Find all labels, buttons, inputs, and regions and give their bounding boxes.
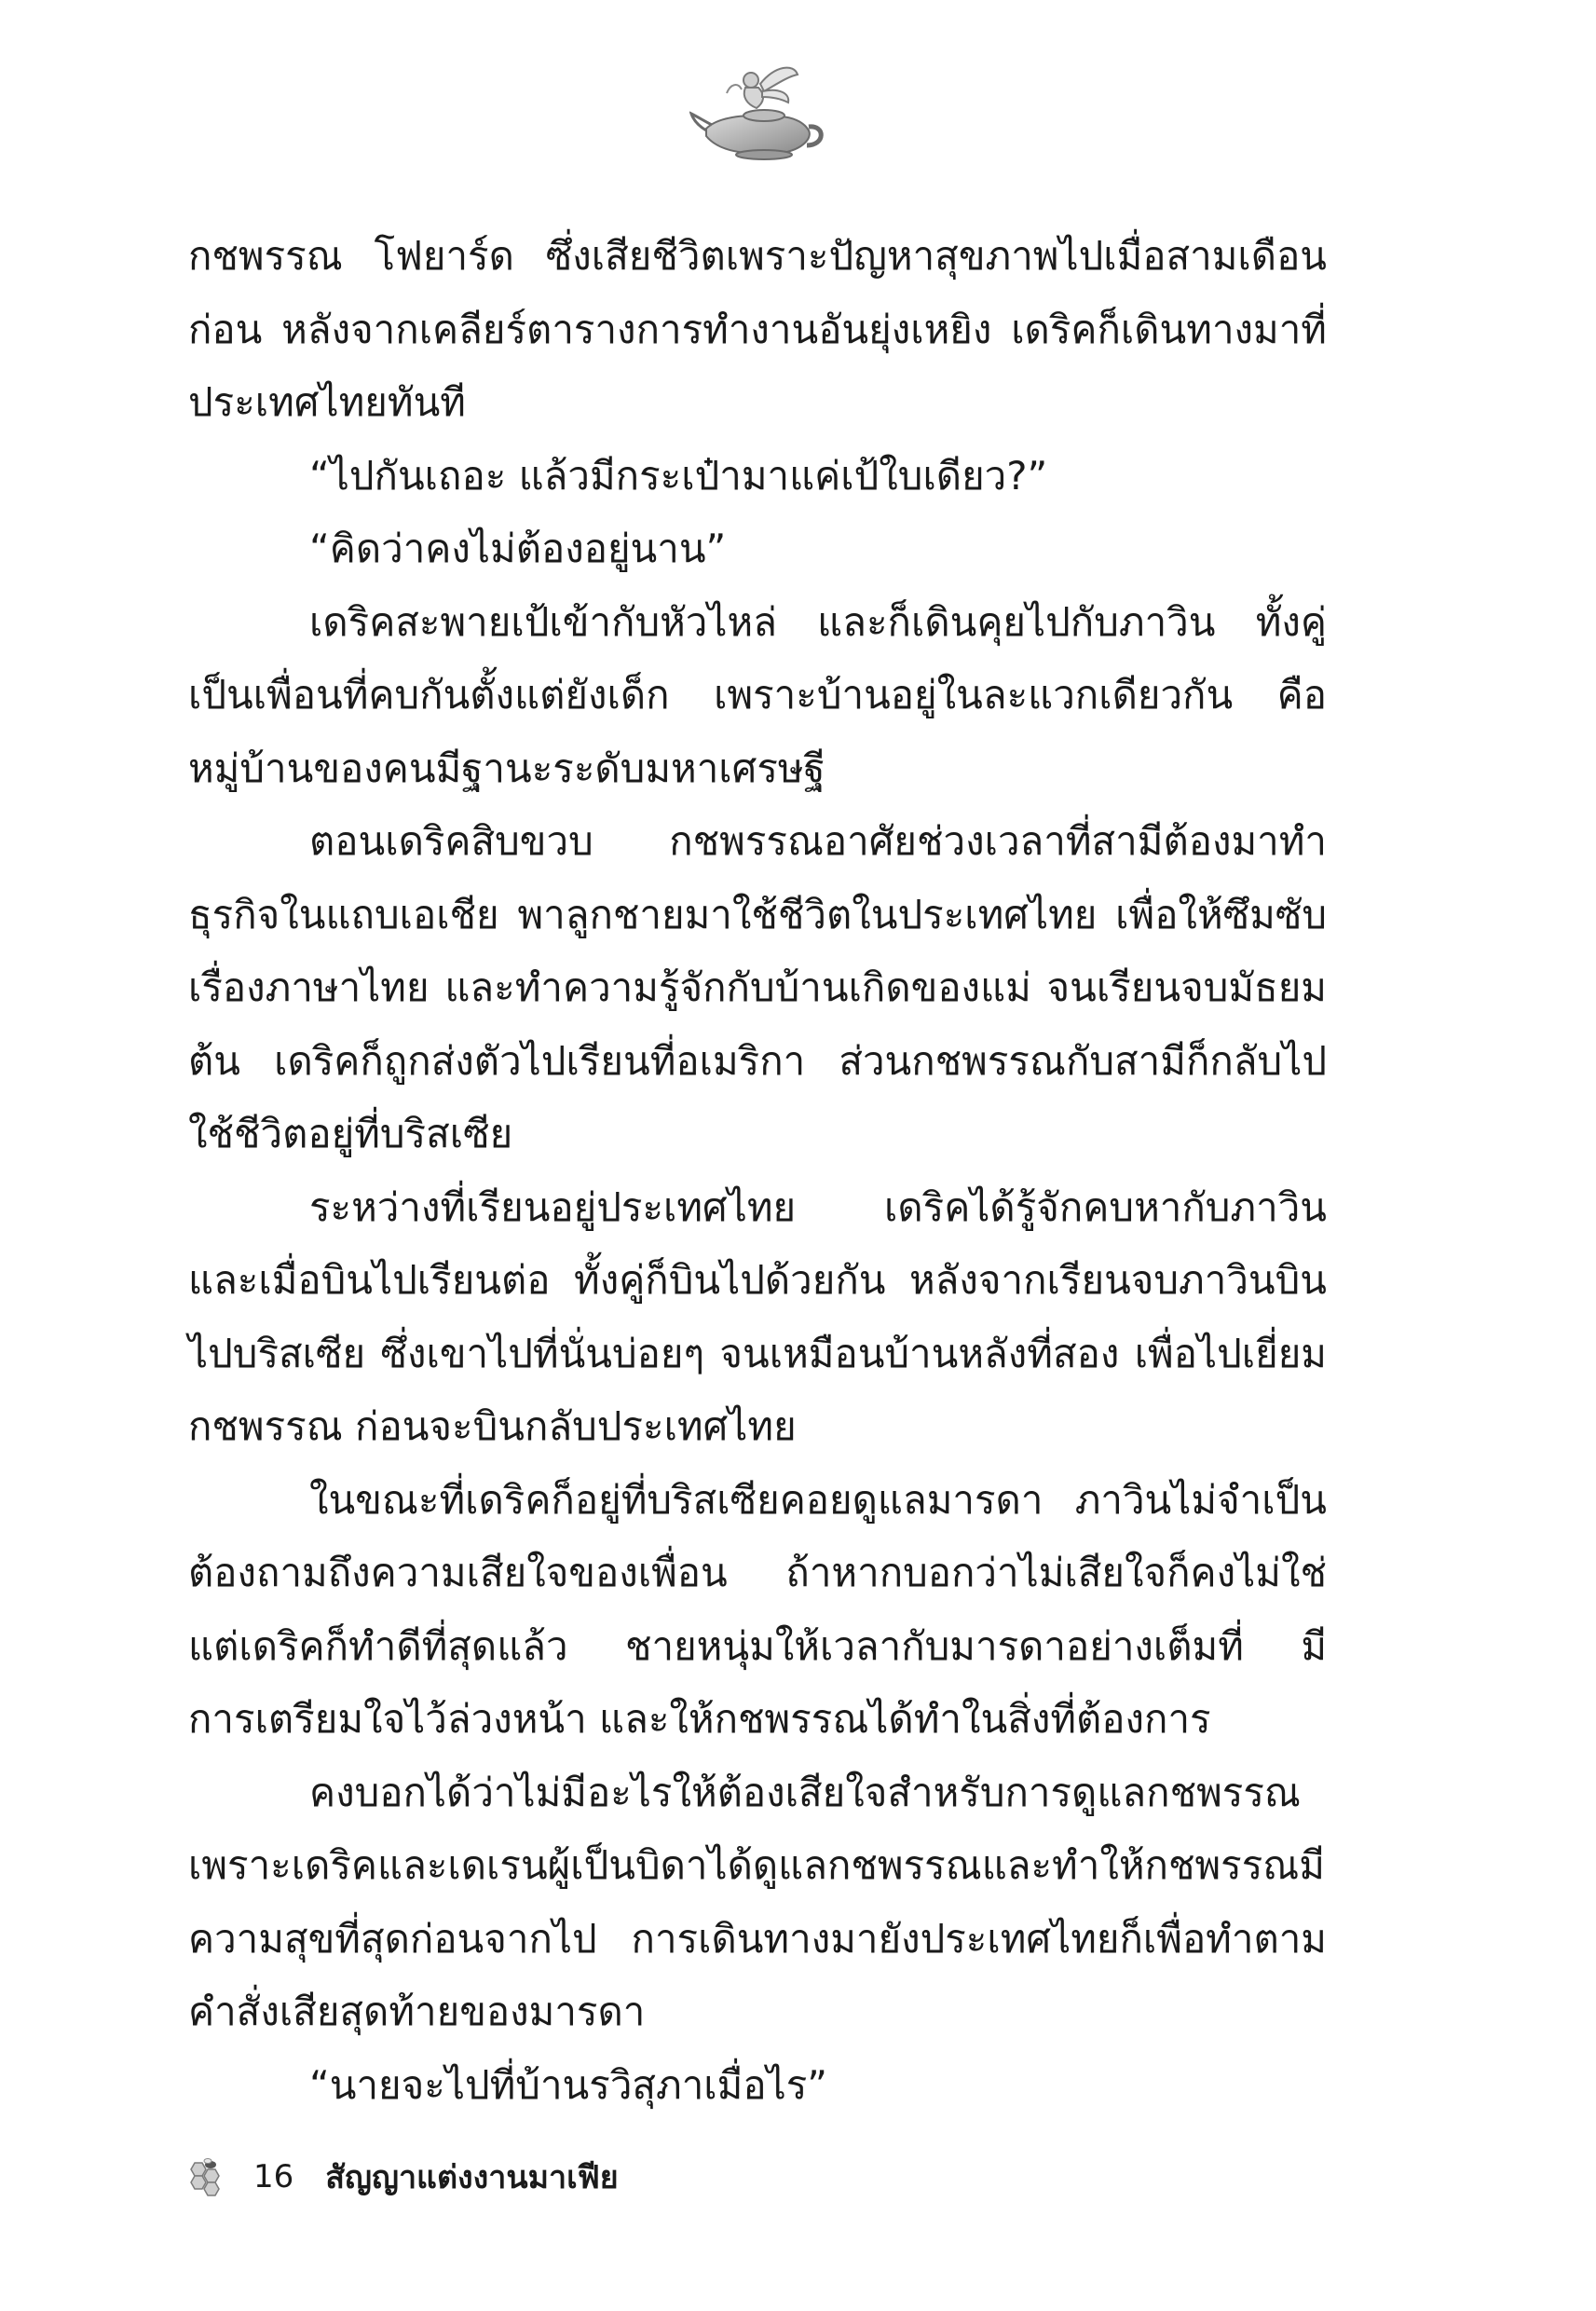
paragraph: ในขณะที่เดริคก็อยู่ที่บริสเซียคอยดูแลมารดา ภาวินไม่จำเป็นต้องถามถึงความเสียใจของเพื่อน ถ้าหากบอกว่าไม่เสียใจก็คงไม่ใช่ แต่เดริคก็ทำดีที่สุดแล้ว ชายหนุ่มให้เวลากับมารดาอย่างเต็มที่ มีการเตรียมใจไว้ล่วงหน้า และให้กชพรรณได้ทำในสิ่งที่ต้องการ: [188, 1476, 1327, 1742]
paragraph: ตอนเดริคสิบขวบ กชพรรณอาศัยช่วงเวลาที่สามีต้องมาทำธุรกิจในแถบเอเชีย พาลูกชายมาใช้ชีวิตในประเทศไทย เพื่อให้ซึมซับเรื่องภาษาไทย และทำความรู้จักกับบ้านเกิดของแม่ จนเรียนจบมัธยมต้น เดริคก็ถูกส่งตัวไปเรียนที่อเมริกา ส่วนกชพรรณกับสามีก็กลับไปใช้ชีวิตอยู่ที่บริสเซีย: [188, 818, 1327, 1156]
paragraph: เดริคสะพายเป้เข้ากับหัวไหล่ และก็เดินคุยไปกับภาวิน ทั้งคู่เป็นเพื่อนที่คบกันตั้งแต่ยังเด็ก เพราะบ้านอยู่ในละแวกเดียวกัน คือหมู่บ้านของคนมีฐานะระดับมหาเศรษฐี: [188, 598, 1327, 791]
paragraph: กชพรรณ โฟยาร์ด ซึ่งเสียชีวิตเพราะปัญหาสุขภาพไปเมื่อสามเดือนก่อน หลังจากเคลียร์ตารางการทำงานอันยุ่งเหยิง เดริคก็เดินทางมาที่ประเทศไทยทันที: [188, 233, 1327, 425]
paragraph-dialogue: “ไปกันเถอะ แล้วมีกระเป๋ามาแค่เป้ใบเดียว?”: [309, 452, 1048, 499]
chapter-body-text: [188, 220, 1327, 2122]
honeycomb-bee-icon: [183, 2155, 225, 2198]
book-title: สัญญาแต่งงานมาเฟีย: [325, 2159, 619, 2196]
paragraph: คงบอกได้ว่าไม่มีอะไรให้ต้องเสียใจสำหรับการดูแลกชพรรณ เพราะเดริคและเดเรนผู้เป็นบิดาได้ดูแลกชพรรณและทำให้กชพรรณมีความสุขที่สุดก่อนจากไป การเดินทางมายังประเทศไทยก็เพื่อทำตามคำสั่งเสียสุดท้ายของมารดา: [188, 1769, 1327, 2034]
paragraph: ระหว่างที่เรียนอยู่ประเทศไทย เดริคได้รู้จักคบหากับภาวิน และเมื่อบินไปเรียนต่อ ทั้งคู่ก็บินไปด้วยกัน หลังจากเรียนจบภาวินบินไปบริสเซีย ซึ่งเขาไปที่นั่นบ่อยๆ จนเหมือนบ้านหลังที่สอง เพื่อไปเยี่ยมกชพรรณ ก่อนจะบินกลับประเทศไทย: [188, 1183, 1327, 1449]
page-number: 16: [253, 2158, 294, 2195]
paragraph-dialogue: “คิดว่าคงไม่ต้องอยู่นาน”: [309, 526, 727, 571]
paragraph-dialogue: “นายจะไปที่บ้านรวิสุภาเมื่อไร”: [309, 2061, 828, 2108]
page-footer: [183, 2149, 619, 2205]
fairy-teapot-ornament-icon: [689, 56, 829, 168]
